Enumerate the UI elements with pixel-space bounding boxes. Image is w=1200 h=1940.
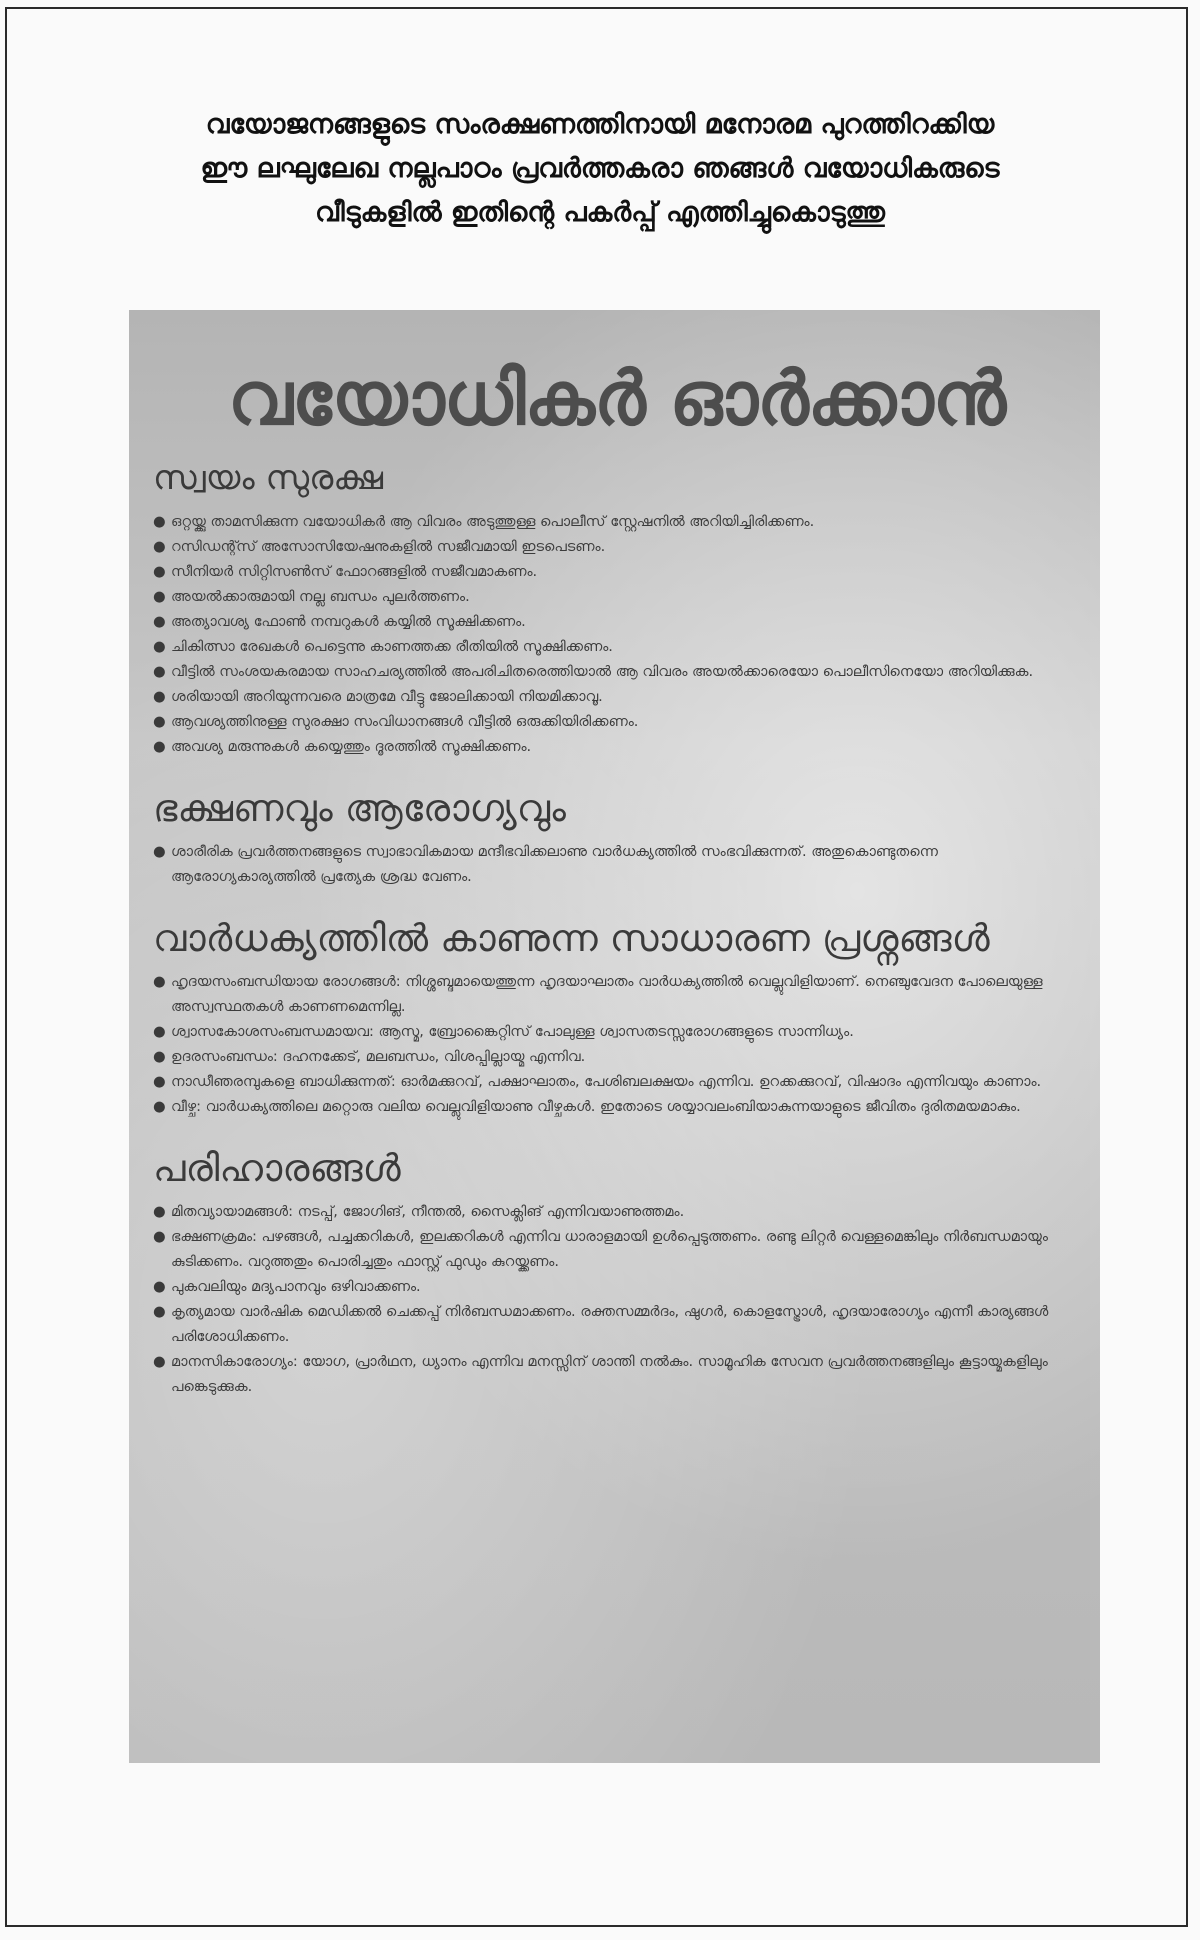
list-item (153, 585, 1080, 610)
bullet-dot-icon: ● (153, 1074, 166, 1090)
bullet-dot-icon: ● (153, 739, 166, 755)
list-item (153, 1350, 1080, 1400)
item-text: അത്യാവശ്യ ഫോൺ നമ്പറുകൾ കയ്യിൽ സൂക്ഷിക്കണം. (171, 614, 526, 630)
bullet-dot-icon: ● (153, 639, 166, 655)
list-item (153, 735, 1080, 760)
item-text: ഉദരസംബന്ധം: ദഹനക്കേട്, മലബന്ധം, വിശപ്പില്ലായ്മ എന്നിവ. (171, 1049, 586, 1065)
list-item (153, 635, 1080, 660)
newspaper-clipping (129, 310, 1100, 1763)
list-item (153, 660, 1080, 685)
section-remedies (153, 1144, 1080, 1400)
list-item (153, 560, 1080, 585)
bullet-dot-icon: ● (153, 1204, 166, 1220)
list-item (153, 1225, 1080, 1275)
bullet-dot-icon: ● (153, 974, 166, 990)
list-item (153, 840, 1080, 890)
bullet-dot-icon: ● (153, 689, 166, 705)
section-heading: പരിഹാരങ്ങൾ (153, 1146, 401, 1190)
section-heading: വാർധക്യത്തിൽ കാണുന്ന സാധാരണ പ്രശ്നങ്ങൾ (153, 916, 990, 960)
list-item (153, 1095, 1080, 1120)
bullet-dot-icon: ● (153, 564, 166, 580)
item-text: നാഡീഞരമ്പുകളെ ബാധിക്കുന്നത്: ഓർമക്കുറവ്, പക്ഷാഘാതം, പേശിബലക്ഷയം എന്നിവ. ഉറക്കക്കുറവ്, വിഷാദം എന്നിവയും കാണാം. (171, 1074, 1042, 1090)
item-text: വീഴ്ച: വാർധക്യത്തിലെ മറ്റൊരു വലിയ വെല്ലുവിളിയാണു വീഴ്ചകൾ. ഇതോടെ ശയ്യാവലംബിയാകുന്നയാളുടെ ജീവിതം ദുരിതമയമാകും. (171, 1099, 1021, 1115)
section-heading: സ്വയം സുരക്ഷ (153, 458, 384, 498)
bullet-dot-icon: ● (153, 664, 166, 680)
bullet-dot-icon: ● (153, 1024, 166, 1040)
list-item (153, 535, 1080, 560)
item-text: ശ്വാസകോശസംബന്ധമായവ: ആസ്മ, ബ്രോങ്കൈറ്റിസ് പോലുള്ള ശ്വാസതടസ്സരോഗങ്ങളുടെ സാന്നിധ്യം. (171, 1024, 854, 1040)
item-text: ശരിയായി അറിയുന്നവരെ മാത്രമേ വീട്ടു ജോലിക്കായി നിയമിക്കാവൂ. (171, 689, 603, 705)
list-item (153, 1070, 1080, 1095)
list-item (153, 970, 1080, 1020)
bullet-dot-icon: ● (153, 1049, 166, 1065)
list-item (153, 1275, 1080, 1300)
section-heading: ഭക്ഷണവും ആരോഗ്യവും (153, 786, 566, 830)
list-item (153, 710, 1080, 735)
caption-line: ഈ ലഘുലേഖ നല്ലപാഠം പ്രവർത്തകരാ ഞങ്ങൾ വയോധികരുടെ (200, 153, 1000, 184)
bullet-dot-icon: ● (153, 1099, 166, 1115)
item-text: വീട്ടിൽ സംശയകരമായ സാഹചര്യത്തിൽ അപരിചിതരെത്തിയാൽ ആ വിവരം അയൽക്കാരെയോ പൊലീസിനെയോ അറിയിക്കുക. (171, 664, 1034, 680)
list-item (153, 610, 1080, 635)
item-list (153, 840, 1080, 890)
item-text: അവശ്യ മരുന്നുകൾ കയ്യെത്തും ദൂരത്തിൽ സൂക്ഷിക്കണം. (171, 739, 532, 755)
caption-line: വീടുകളിൽ ഇതിന്റെ പകർപ്പ് എത്തിച്ചുകൊടുത്തു (315, 197, 885, 228)
list-item (153, 510, 1080, 535)
item-list (153, 510, 1080, 760)
clipping-title: വയോധികർ ഓർക്കാൻ (227, 356, 1006, 442)
item-text: ഭക്ഷണക്രമം: പഴങ്ങൾ, പച്ചക്കറികൾ, ഇലക്കറികൾ എന്നിവ ധാരാളമായി ഉൾപ്പെടുത്തണം. രണ്ടു ലിറ്റർ വെള്ളമെങ്കിലും നിർബന്ധമായും കുടിക്കണം. വറുത്തതും പൊരിച്ചതും ഫാസ്റ്റ് ഫുഡും കുറയ്ക്കണം. (171, 1229, 1048, 1270)
list-item (153, 1045, 1080, 1070)
item-text: മിതവ്യായാമങ്ങൾ: നടപ്പ്, ജോഗിങ്, നീന്തൽ, സൈക്ലിങ് എന്നിവയാണുത്തമം. (171, 1204, 685, 1220)
bullet-dot-icon: ● (153, 539, 166, 555)
item-text: ചികിത്സാ രേഖകൾ പെട്ടെന്നു കാണത്തക്ക രീതിയിൽ സൂക്ഷിക്കണം. (171, 639, 613, 655)
caption-line: വയോജനങ്ങളുടെ സംരക്ഷണത്തിനായി മനോരമ പുറത്തിറക്കിയ (205, 109, 995, 140)
bullet-dot-icon: ● (153, 589, 166, 605)
section-self-safety (153, 454, 1080, 760)
bullet-dot-icon: ● (153, 1354, 166, 1370)
section-food-health (153, 784, 1080, 890)
list-item (153, 1200, 1080, 1225)
item-list (153, 970, 1080, 1120)
bullet-dot-icon: ● (153, 714, 166, 730)
item-text: റസിഡന്റ്സ് അസോസിയേഷനുകളിൽ സജീവമായി ഇടപെടണം. (171, 539, 606, 555)
bullet-dot-icon: ● (153, 614, 166, 630)
item-text: പുകവലിയും മദ്യപാനവും ഒഴിവാക്കണം. (171, 1279, 421, 1295)
item-text: സീനിയർ സിറ്റിസൺസ് ഫോറങ്ങളിൽ സജീവമാകണം. (171, 564, 538, 580)
section-common-problems (153, 914, 1080, 1120)
item-text: ശാരീരിക പ്രവർത്തനങ്ങളുടെ സ്വാഭാവികമായ മന്ദീഭവിക്കലാണു വാർധക്യത്തിൽ സംഭവിക്കുന്നത്. അതുകൊണ്ടുതന്നെ ആരോഗ്യകാര്യത്തിൽ പ്രത്യേക ശ്രദ്ധ വേണം. (171, 844, 938, 885)
list-item (153, 1300, 1080, 1350)
item-list (153, 1200, 1080, 1400)
item-text: അയൽക്കാരുമായി നല്ല ബന്ധം പുലർത്തണം. (171, 589, 470, 605)
bullet-dot-icon: ● (153, 844, 166, 860)
list-item (153, 685, 1080, 710)
bullet-dot-icon: ● (153, 514, 166, 530)
bullet-dot-icon: ● (153, 1229, 166, 1245)
item-text: ഒറ്റയ്ക്കു താമസിക്കുന്ന വയോധികർ ആ വിവരം അടുത്തുള്ള പൊലീസ് സ്റ്റേഷനിൽ അറിയിച്ചിരിക്കണം. (171, 514, 815, 530)
item-text: ആവശ്യത്തിനുള്ള സുരക്ഷാ സംവിധാനങ്ങൾ വീട്ടിൽ ഒരുക്കിയിരിക്കണം. (171, 714, 639, 730)
item-text: മാനസികാരോഗ്യം: യോഗ, പ്രാർഥന, ധ്യാനം എന്നിവ മനസ്സിന് ശാന്തി നൽകും. സാമൂഹിക സേവന പ്രവർത്തനങ്ങളിലും കൂട്ടായ്മകളിലും പങ്കെടുക്കുക. (171, 1354, 1048, 1395)
item-text: ഹൃദയസംബന്ധിയായ രോഗങ്ങൾ: നിശ്ശബ്ദമായെത്തുന്ന ഹൃദയാഘാതം വാർധക്യത്തിൽ വെല്ലുവിളിയാണ്. നെഞ്ചുവേദന പോലെയുള്ള അസ്വസ്ഥതകൾ കാണണമെന്നില്ല. (171, 974, 1043, 1015)
page-caption (60, 103, 1140, 235)
item-text: കൃത്യമായ വാർഷിക മെഡിക്കൽ ചെക്കപ്പ് നിർബന്ധമാക്കണം. രക്തസമ്മർദം, ഷുഗർ, കൊളസ്ട്രോൾ, ഹൃദയാരോഗ്യം എന്നീ കാര്യങ്ങൾ പരിശോധിക്കണം. (171, 1304, 1049, 1345)
bullet-dot-icon: ● (153, 1304, 166, 1320)
bullet-dot-icon: ● (153, 1279, 166, 1295)
list-item (153, 1020, 1080, 1045)
